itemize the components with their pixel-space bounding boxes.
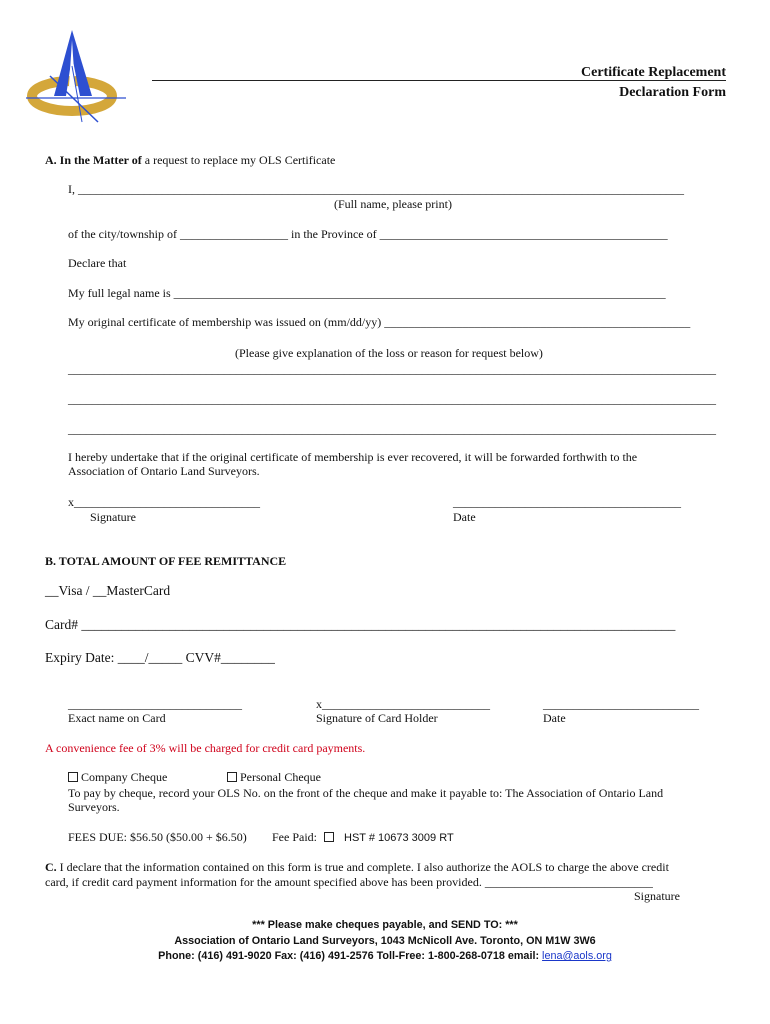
hst-number: HST # 10673 3009 RT (344, 832, 454, 844)
personal-cheque-label: Personal Cheque (240, 770, 321, 784)
email-link[interactable]: lena@aols.org (542, 950, 612, 962)
issue-date-field[interactable]: My original certificate of membership was issued on (mm/dd/yy) ___________________________________________________ (68, 315, 691, 329)
cheque-instructions-1: To pay by cheque, record your OLS No. on the front of the cheque and make it payable to: The Association of Ontario Land (68, 786, 664, 800)
explanation-line[interactable]: ____________________________________________________________________________________________________________ (68, 422, 716, 436)
legal-name-field[interactable]: My full legal name is __________________________________________________________________________________ (68, 286, 666, 300)
section-c-prefix: C. (45, 860, 57, 874)
card-date-label: Date (543, 711, 566, 725)
company-cheque-checkbox[interactable] (68, 772, 78, 782)
personal-cheque-option[interactable] (227, 770, 321, 785)
explanation-line[interactable]: ____________________________________________________________________________________________________________ (68, 392, 716, 406)
section-a-heading-rest: a request to replace my OLS Certificate (141, 153, 336, 167)
footer-address: Association of Ontario Land Surveyors, 1043 McNicoll Ave. Toronto, ON M1W 3W6 (174, 935, 596, 947)
section-a-heading-prefix: A. In the Matter of (45, 153, 142, 167)
explanation-line[interactable]: ____________________________________________________________________________________________________________ (68, 362, 716, 376)
section-c-text: I declare that the information contained on this form is true and complete. I also authorize the AOLS to charge the above credit (56, 860, 669, 874)
card-number-field[interactable]: Card# ________________________________________________________________________________________ (45, 617, 676, 632)
footer-phone-fax: Phone: (416) 491-9020 Fax: (416) 491-2576 Toll-Free: 1-800-268-0718 email: (158, 950, 543, 962)
explanation-hint: (Please give explanation of the loss or reason for request below) (235, 346, 543, 360)
card-name-label: Exact name on Card (68, 711, 166, 725)
full-name-field[interactable]: I, _____________________________________________________________________________________________________ (68, 182, 684, 196)
company-cheque-label: Company Cheque (81, 770, 168, 784)
section-c-signature-label: Signature (634, 889, 680, 903)
form-title-line1: Certificate Replacement (581, 65, 726, 80)
fee-paid-checkbox[interactable] (324, 832, 334, 842)
section-b-heading: B. TOTAL AMOUNT OF FEE REMITTANCE (45, 554, 287, 568)
fees-due: FEES DUE: $56.50 ($50.00 + $6.50) (68, 830, 247, 844)
full-name-hint: (Full name, please print) (334, 197, 452, 211)
card-name-field[interactable]: _____________________________ (68, 697, 242, 711)
undertake-text-2: Association of Ontario Land Surveyors. (68, 464, 260, 478)
section-a-heading (45, 153, 335, 168)
cheque-instructions-2: Surveyors. (68, 800, 120, 814)
footer-send-to: *** Please make cheques payable, and SEND TO: *** (252, 919, 518, 931)
card-holder-signature-label: Signature of Card Holder (316, 711, 438, 725)
card-holder-signature-field[interactable]: x____________________________ (316, 697, 490, 711)
personal-cheque-checkbox[interactable] (227, 772, 237, 782)
card-date-field[interactable]: __________________________ (543, 697, 699, 711)
undertake-text-1: I hereby undertake that if the original certificate of membership is ever recovered, it will be forwarded forthwith to the (68, 450, 638, 464)
fee-paid (272, 830, 454, 845)
section-c-text-1 (45, 860, 669, 875)
section-c-text-2[interactable]: card, if credit card payment information for the amount specified above has been provided. ____________________________ (45, 875, 653, 889)
city-province-field[interactable]: of the city/township of __________________ in the Province of ________________________________________________ (68, 227, 668, 241)
aols-logo (22, 26, 130, 126)
signature-field[interactable]: x_______________________________ (68, 495, 260, 509)
company-cheque-option[interactable] (68, 770, 167, 785)
declare-that: Declare that (68, 256, 127, 270)
card-type-field[interactable]: __Visa / __MasterCard (45, 583, 171, 598)
signature-label: Signature (90, 510, 136, 524)
expiry-cvv-field[interactable]: Expiry Date: ____/_____ CVV#________ (45, 650, 275, 665)
date-field[interactable]: ______________________________________ (453, 495, 681, 509)
footer-contact (0, 950, 770, 962)
form-title-line2: Declaration Form (619, 85, 726, 100)
date-label: Date (453, 510, 476, 524)
fee-paid-label: Fee Paid: (272, 830, 317, 844)
convenience-fee-note: A convenience fee of 3% will be charged for credit card payments. (45, 741, 366, 755)
